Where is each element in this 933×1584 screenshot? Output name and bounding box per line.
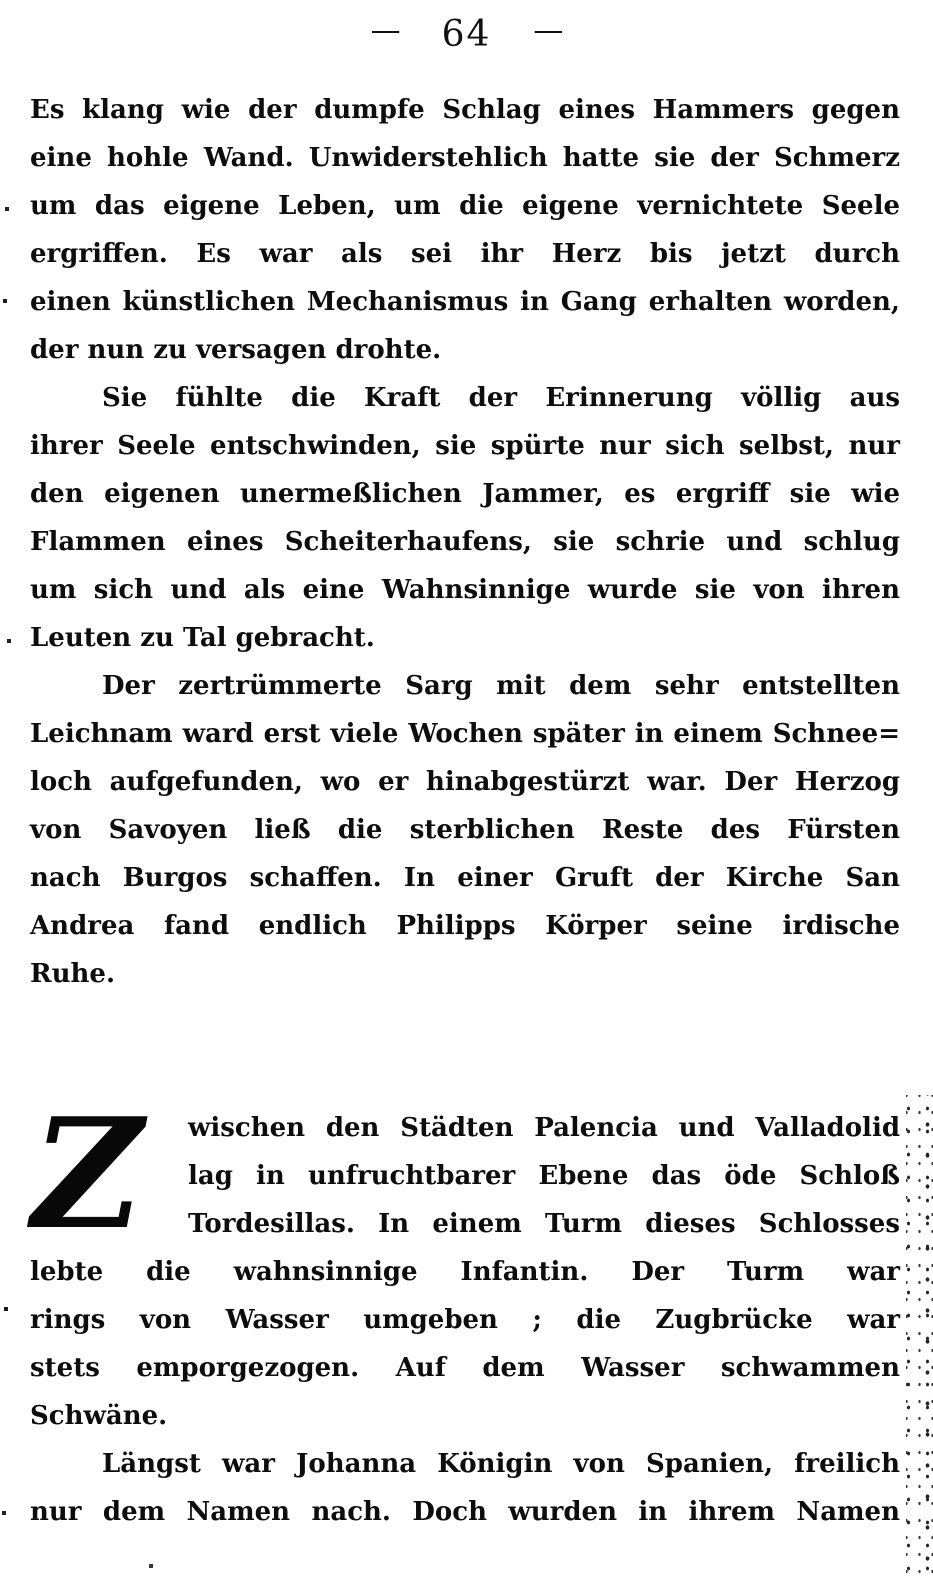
text-line: loch aufgefunden, wo er hinabgestürzt war. Der Herzog: [30, 767, 900, 797]
text-line: eine hohle Wand. Unwiderstehlich hatte sie der Schmerz: [30, 143, 900, 173]
text-line: Schwäne.: [30, 1401, 168, 1431]
text-line: von Savoyen ließ die sterblichen Reste des Fürsten: [30, 815, 900, 845]
text-line: einen künstlichen Mechanismus in Gang erhalten worden,: [30, 287, 900, 317]
paragraph: [30, 1084, 900, 1440]
text-line: Leichnam ward erst viele Wochen später in einem Schnee=: [30, 719, 900, 749]
text-line: den eigenen unermeßlichen Jammer, es ergriff sie wie: [30, 479, 900, 509]
text-line: Sie fühlte die Kraft der Erinnerung völlig aus: [102, 383, 900, 413]
header-right-dash: —: [533, 13, 563, 48]
ink-specks: [0, 0, 2, 2]
text-body: [30, 86, 900, 1536]
text-line: nur dem Namen nach. Doch wurden in ihrem Namen: [30, 1497, 900, 1527]
text-line: Ruhe.: [30, 959, 116, 989]
text-line: nach Burgos schaffen. In einer Gruft der Kirche San: [30, 863, 900, 893]
paragraph: [30, 374, 900, 662]
header-left-dash: —: [370, 13, 400, 48]
text-line: lebte die wahnsinnige Infantin. Der Turm war: [30, 1257, 900, 1287]
text-line: ihrer Seele entschwinden, sie spürte nur sich selbst, nur: [30, 431, 900, 461]
text-line: Andrea fand endlich Philipps Körper seine irdische: [30, 911, 900, 941]
text-line: wischen den Städten Palencia und Valladolid: [188, 1113, 900, 1143]
text-line: lag in unfruchtbarer Ebene das öde Schloß: [188, 1161, 900, 1191]
text-line: stets emporgezogen. Auf dem Wasser schwammen: [30, 1353, 900, 1383]
page-header: [0, 14, 933, 55]
text-line: der nun zu versagen drohte.: [30, 335, 442, 365]
drop-cap-initial: Z: [32, 1084, 143, 1263]
text-line: Flammen eines Scheiterhaufens, sie schrie und schlug: [30, 527, 900, 557]
paragraph: [30, 86, 900, 374]
text-line: Tordesillas. In einem Turm dieses Schlosses: [188, 1209, 900, 1239]
paragraph: [30, 662, 900, 998]
text-line: Längst war Johanna Königin von Spanien, freilich: [102, 1449, 900, 1479]
page-number: 64: [441, 14, 492, 55]
text-line: um sich und als eine Wahnsinnige wurde sie von ihren: [30, 575, 900, 605]
text-line: Leuten zu Tal gebracht.: [30, 623, 375, 653]
text-line: Der zertrümmerte Sarg mit dem sehr entstellten: [102, 671, 900, 701]
text-line: Es klang wie der dumpfe Schlag eines Hammers gegen: [30, 95, 900, 125]
text-line: ergriffen. Es war als sei ihr Herz bis jetzt durch: [30, 239, 900, 269]
text-line: rings von Wasser umgeben ; die Zugbrücke war: [30, 1305, 900, 1335]
paragraph: [30, 1440, 900, 1536]
scan-noise-strip: [906, 1095, 933, 1584]
text-line: um das eigene Leben, um die eigene vernichtete Seele: [30, 191, 900, 221]
